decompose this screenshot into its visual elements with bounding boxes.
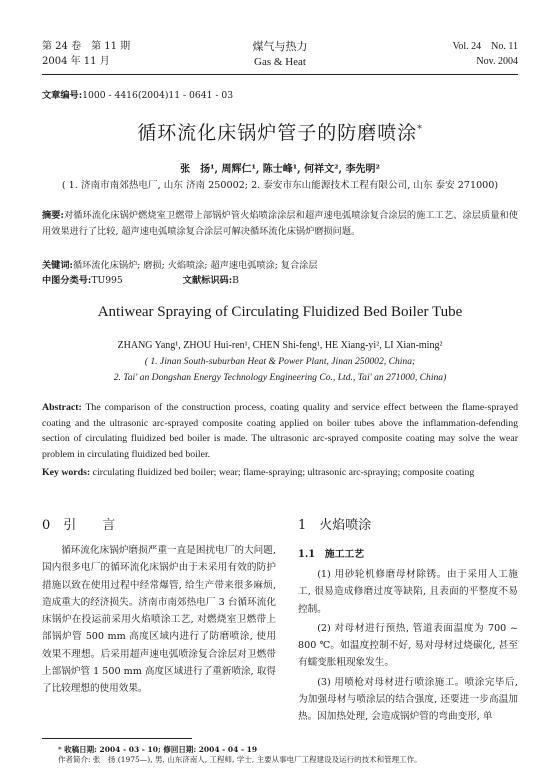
authors-cn: 张 扬¹, 周辉仁¹, 陈士峰¹, 何祥文², 李先明²: [180, 164, 380, 175]
paragraph-2: (2) 对母材进行预热, 管道表面温度为 700 ~ 800 ℃。如温度控制不好, 易对母材过烧碳化, 甚至有蠕变胀粗现象发生。: [298, 622, 518, 669]
authors-en: ZHANG Yang¹, ZHOU Hui-ren¹, CHEN Shi-feng¹, HE Xiang-yi², LI Xian-ming²: [117, 340, 443, 351]
title-en: Antiwear Spraying of Circulating Fluidized Bed Boiler Tube: [97, 304, 463, 320]
article-number-value: 1000 - 4416(2004)11 - 0641 - 03: [82, 90, 234, 101]
section-1-body: [298, 566, 518, 726]
abstract-cn-text: 对循环流化床锅炉燃烧室卫燃带上部锅炉管火焰喷涂涂层和超声速电弧喷涂复合涂层的施工工艺、涂层质量和使用效果进行了比较, 超声速电弧喷涂复合涂层可解决循环流化床锅炉磨损问题。: [42, 210, 518, 237]
abstract-cn: [42, 208, 518, 239]
keywords-cn: [42, 258, 318, 274]
title-footnote-mark: *: [417, 124, 423, 135]
section-1-heading: 1 火焰喷涂: [298, 518, 372, 533]
keywords-cn-label: 关键词:: [42, 260, 73, 271]
journal-name-en: Gas & Heat: [254, 56, 306, 68]
paragraph-3: (3) 用喷枪对母材进行喷涂施工。喷涂完毕后, 为加强母材与喷涂层的结合强度, 还要进一步高温加热。因加热处理, 会造成锅炉管的弯曲变形, 单: [298, 676, 518, 723]
classification-cn: [42, 273, 239, 289]
keywords-cn-text: 循环流化床锅炉; 磨损; 火焰喷涂; 超声速电弧喷涂; 复合涂层: [72, 260, 318, 271]
paragraph-1: (1) 用砂轮机修磨母材除锈。由于采用人工施工, 很易造成修磨过度等缺陷, 且表面的平整度不易控制。: [298, 569, 518, 615]
issue-cn: 第 24 卷 第 11 期: [42, 41, 131, 52]
keywords-en-label: Key words:: [42, 467, 91, 478]
subsection-1-1-heading: 1.1 施工工艺: [298, 549, 365, 560]
abstract-en: [42, 400, 518, 462]
keywords-en-text: circulating fluidized bed boiler; wear; flame-spraying; ultrasonic arc-spraying; composite coating: [92, 467, 475, 478]
article-number-label: 文章编号:: [42, 90, 83, 101]
section-0-text: 循环流化床锅炉磨损严重一直是困扰电厂的大问题, 国内很多电厂的循环流化床锅炉由于未采用有效的防护措施以致在使用过程中经常爆管, 给生产带来很多麻烦, 造成重大的经济损失。济南市南郊热电厂 3 台循环流化床锅炉在投运前采用火焰喷涂工艺, 对燃烧室卫燃带上部锅炉管 500 mm 高度区域内进行了防磨喷涂, 使用效果不理想。后采用超声速电弧喷涂复合涂层对卫燃带上部锅炉管 1 500 mm 高度区域进行了重新喷涂, 取得了比较理想的使用效果。: [42, 545, 276, 695]
issue-en: Vol. 24 No. 11: [452, 41, 518, 52]
footnote-bullet: *: [58, 745, 62, 754]
abstract-en-text: The comparison of the construction process, coating quality and service effect between the flame-sprayed coating and the ultrasonic arc-sprayed composite coating applied on boiler tubes above the inflammation-defending section of circulating fluidized bed boiler is made. The ultrasonic arc-sprayed composite coating may solve the wear problem in circulating fluidized bed boiler.: [42, 402, 518, 460]
affiliation-en-1: ( 1. Jinan South-suburban Heat & Power Plant, Jinan 250002, China;: [144, 356, 416, 367]
classification-label: 中图分类号:: [42, 275, 92, 286]
abstract-cn-label: 摘要:: [42, 210, 64, 221]
keywords-en: [42, 465, 518, 481]
date-cn: 2004 年 11 月: [42, 56, 110, 67]
footnote: [58, 745, 422, 765]
title-cn: [0, 118, 560, 145]
doc-code-label: 文献标识码:: [182, 275, 233, 286]
affiliation-en-2: 2. Tai' an Dongshan Energy Technology Engineering Co., Ltd., Tai' an 271000, China): [113, 372, 447, 383]
header-rule: [42, 74, 518, 75]
footnote-author: 作者简介: 张 扬 (1975—), 男, 山东济南人, 工程师, 学士, 主要从事电厂工程建设及运行的技术和管理工作。: [58, 755, 422, 764]
article-number: [42, 88, 233, 104]
footnote-received-text: 收稿日期: 2004 - 03 - 10; 修回日期: 2004 - 04 - 19: [64, 745, 258, 754]
footnote-received: [58, 745, 422, 755]
footnote-rule: [42, 738, 192, 739]
abstract-en-label: Abstract:: [42, 402, 82, 413]
classification-value: TU995: [91, 275, 123, 286]
section-0-heading: 0 引 言: [42, 518, 116, 533]
journal-name-cn: 煤气与热力: [252, 40, 308, 53]
affiliations-cn: ( 1. 济南市南郊热电厂, 山东 济南 250002; 2. 泰安市东山能源技术工程有限公司, 山东 泰安 271000): [61, 180, 499, 191]
date-en: Nov. 2004: [476, 56, 518, 67]
title-cn-text: 循环流化床锅炉管子的防磨喷涂: [137, 122, 418, 144]
doc-code-value: B: [232, 275, 239, 286]
